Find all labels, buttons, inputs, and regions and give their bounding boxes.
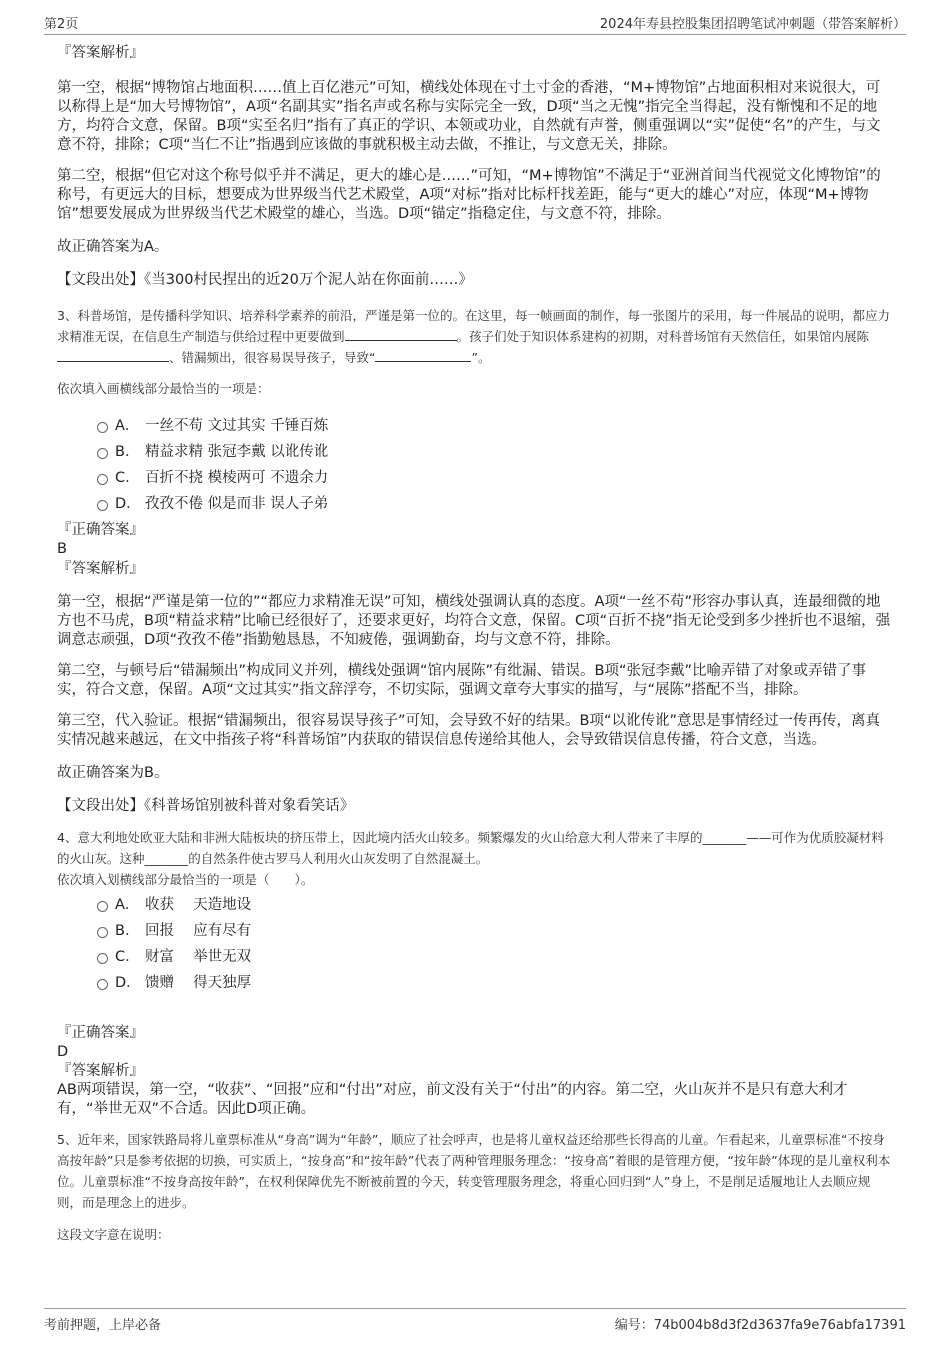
document-id: 编号：74b004b8d3f2d3637fa9e76abfa17391 [614, 1318, 906, 1333]
option-text: 精益求精 张冠李戴 以讹传讹 [145, 444, 329, 460]
footer-slogan: 考前押题，上岸必备 [44, 1318, 162, 1333]
page-number: 第2页 [44, 17, 79, 32]
answer-label: 『正确答案』 [57, 522, 144, 538]
option-b[interactable] [97, 439, 892, 465]
radio-icon[interactable] [97, 474, 108, 485]
question-stem: 4、意大利地处欧亚大陆和非洲大陆板块的挤压带上，因此境内活火山较多。频繁爆发的火山给意大利人带来了丰厚的_______——可作为优质胶凝材料的火山灰。这种_______的自然条件使古罗马人利用火山灰发明了自然混凝土。 [57, 830, 884, 866]
option-a[interactable] [97, 892, 892, 918]
option-letter: B． [115, 923, 140, 939]
option-letter: C． [115, 949, 140, 965]
option-text: 收获 天造地设 [145, 897, 252, 913]
radio-icon[interactable] [97, 979, 108, 990]
question-instruction: 依次填入画横线部分最恰当的一项是： [57, 381, 270, 396]
source-citation: 【文段出处】《科普场馆别被科普对象看笑话》 [57, 798, 355, 814]
conclusion: 故正确答案为A。 [57, 239, 169, 255]
option-letter: A． [115, 897, 140, 913]
analysis-paragraph: 第一空，根据“博物馆占地面积……值上百亿港元”可知，横线处体现在寸土寸金的香港，“M+博物馆”占地面积相对来说很大，可以称得上是“加大号博物馆”，A项“名副其实”指名声或名称与实际完全一致，D项“当之无愧”指完全当得起，没有惭愧和不足的地方，均符合文意，保留。B项“实至名归”指有了真正的学识、本领或功业，自然就有声誉，侧重强调以“实”促使“名”的产生，与文意不符，排除；C项“当仁不让”指遇到应该做的事就积极主动去做，不推让，与文意无关，排除。 [57, 80, 881, 153]
page-footer [44, 1308, 906, 1331]
radio-icon[interactable] [97, 953, 108, 964]
radio-icon[interactable] [97, 422, 108, 433]
conclusion: 故正确答案为B。 [57, 765, 169, 781]
option-text: 孜孜不倦 似是而非 误人子弟 [145, 496, 329, 512]
option-letter: D． [115, 496, 141, 512]
question-stem: 5、近年来，国家铁路局将儿童票标准从“身高”调为“年龄”，顺应了社会呼声，也是将儿童权益还给那些长得高的儿童。乍看起来，儿童票标准“不按身高按年龄”只是参考依据的切换，可实质上，“按身高”和“按年龄”代表了两种管理服务理念：“按身高”着眼的是管理方便，“按年龄”体现的是儿童权利本位。儿童票标准“不按身高按年龄”，在权利保障优先不断被前置的今天，转变管理服务理念，将重心回归到“人”身上，不是削足适履地让人去顺应规则，而是理念上的进步。 [57, 1132, 891, 1210]
options-list [97, 892, 892, 996]
option-b[interactable] [97, 918, 892, 944]
document-title: 2024年寿县控股集团招聘笔试冲刺题（带答案解析） [599, 17, 906, 32]
option-text: 回报 应有尽有 [145, 923, 252, 939]
question-instruction: 依次填入划横线部分最恰当的一项是（ ）。 [57, 872, 314, 887]
answer-value: B [57, 541, 67, 557]
radio-icon[interactable] [97, 500, 108, 511]
option-d[interactable] [97, 491, 892, 517]
analysis-paragraph: 第二空，根据“但它对这个称号似乎并不满足，更大的雄心是……”可知，“M+博物馆”不满足于“亚洲首间当代视觉文化博物馆”的称号，有更远大的目标，想要成为世界级当代艺术殿堂，A项“对标”指对比标杆找差距，能与“更大的雄心”对应，体现“M+博物馆”想要发展成为世界级当代艺术殿堂的雄心，当选。D项“锚定”指稳定住，与文意不符，排除。 [57, 168, 881, 222]
option-text: 百折不挠 模棱两可 不遗余力 [145, 470, 329, 486]
answer-value: D [57, 1044, 69, 1060]
analysis-paragraph: AB两项错误，第一空，“收获”、“回报”应和“付出”对应，前文没有关于“付出”的内容。第二空，火山灰并不是只有意大利才有，“举世无双”不合适。因此D项正确。 [57, 1082, 848, 1117]
analysis-label: 『答案解析』 [57, 1063, 144, 1079]
analysis-label: 『答案解析』 [57, 45, 144, 61]
analysis-paragraph: 第三空，代入验证。根据“错漏频出，很容易误导孩子”可知，会导致不好的结果。B项“以讹传讹”意思是事情经过一传再传，离真实情况越来越远，在文中指孩子将“科普场馆”内获取的错误信息传递给其他人，会导致错误信息传播，符合文意，当选。 [57, 713, 880, 748]
page-header [44, 10, 906, 35]
radio-icon[interactable] [97, 927, 108, 938]
option-letter: D． [115, 975, 141, 991]
option-a[interactable] [97, 413, 892, 439]
question-instruction: 这段文字意在说明： [57, 1227, 170, 1242]
analysis-paragraph: 第一空，根据“严谨是第一位的”“都应力求精准无误”可知，横线处强调认真的态度。A项“一丝不苟”形容办事认真，连最细微的地方也不马虎，B项“精益求精”比喻已经很好了，还要求更好，均符合文意，保留。C项“百折不挠”指无论受到多少挫折也不退缩，强调意志顽强，D项“孜孜不倦”指勤勉恳恳，不知疲倦，强调勤奋，均与文意不符，排除。 [57, 594, 891, 648]
option-c[interactable] [97, 944, 892, 970]
radio-icon[interactable] [97, 448, 108, 459]
source-citation: 【文段出处】《当300村民捏出的近20万个泥人站在你面前……》 [57, 272, 473, 288]
option-d[interactable] [97, 970, 892, 996]
option-c[interactable] [97, 465, 892, 491]
option-letter: A． [115, 418, 140, 434]
analysis-paragraph: 第二空，与顿号后“错漏频出”构成同义并列，横线处强调“馆内展陈”有纰漏、错误。B项“张冠李戴”比喻弄错了对象或弄错了事实，符合文意，保留。A项“文过其实”指文辞浮夸，不切实际，强调文章夸大事实的描写，与“展陈”搭配不当，排除。 [57, 663, 867, 698]
analysis-label: 『答案解析』 [57, 561, 144, 577]
answer-label: 『正确答案』 [57, 1025, 144, 1041]
question-stem: 3、科普场馆，是传播科学知识、培养科学素养的前沿，严谨是第一位的。在这里，每一帧画面的制作，每一张图片的采用，每一件展品的说明，都应力求精准无误，在信息生产制造与供给过程中更要做到 。孩子们处于知识体系建构的初期，对科普场馆有天然信任，如果馆内展陈、错漏频出，很容易误导孩子，导致“ ”。 [57, 308, 890, 365]
option-text: 一丝不苟 文过其实 千锤百炼 [145, 418, 329, 434]
option-text: 财富 举世无双 [145, 949, 252, 965]
options-list [97, 413, 892, 517]
radio-icon[interactable] [97, 901, 108, 912]
option-text: 馈赠 得天独厚 [145, 975, 252, 991]
page-content [57, 44, 892, 1245]
option-letter: C． [115, 470, 140, 486]
option-letter: B． [115, 444, 140, 460]
